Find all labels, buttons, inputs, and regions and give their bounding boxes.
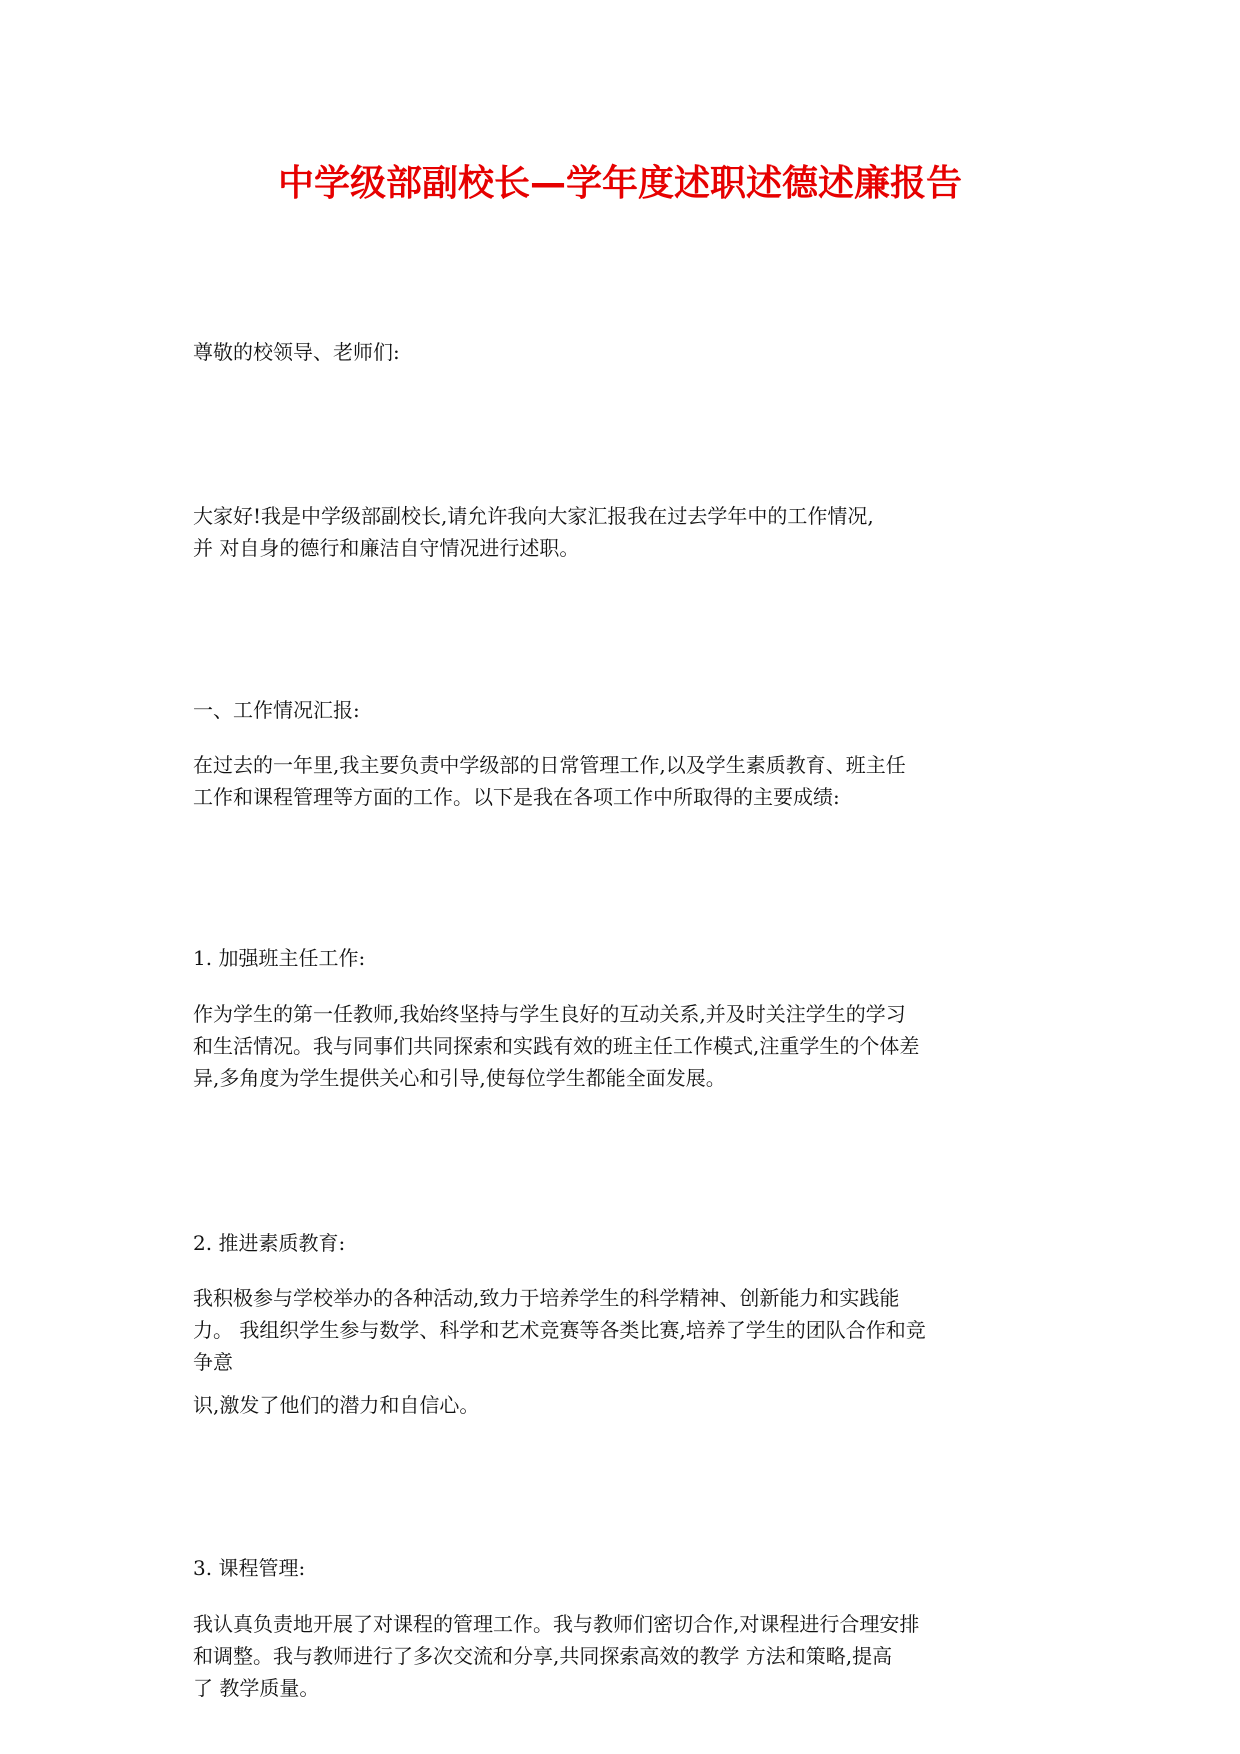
item-line: 异,多角度为学生提供关心和引导,使每位学生都能全面发展。	[193, 1066, 726, 1090]
item-line: 争意	[193, 1350, 233, 1374]
item-line: 力。 我组织学生参与数学、科学和艺术竞赛等各类比赛,培养了学生的团队合作和竞	[193, 1318, 926, 1342]
document-title: 中学级部副校长—学年度述职述德述廉报告	[277, 163, 962, 204]
item-paragraph	[193, 1608, 1063, 1704]
item-paragraph	[193, 1282, 1063, 1378]
item-line: 和生活情况。我与同事们共同探索和实践有效的班主任工作模式,注重学生的个体差	[193, 1034, 920, 1058]
salutation: 尊敬的校领导、老师们:	[193, 340, 400, 364]
section-line: 在过去的一年里,我主要负责中学级部的日常管理工作,以及学生素质教育、班主任	[193, 753, 906, 777]
item-paragraph-continued: 识,激发了他们的潜力和自信心。	[193, 1393, 480, 1417]
intro-line: 并 对自身的德行和廉洁自守情况进行述职。	[193, 536, 580, 560]
item-paragraph	[193, 998, 1063, 1094]
section-heading: 一、工作情况汇报:	[193, 698, 360, 722]
item-heading: 3. 课程管理:	[193, 1556, 306, 1580]
item-heading: 1. 加强班主任工作:	[193, 946, 366, 970]
item-line: 和调整。我与教师进行了多次交流和分享,共同探索高效的教学 方法和策略,提高	[193, 1644, 893, 1668]
intro-line: 大家好!我是中学级部副校长,请允许我向大家汇报我在过去学年中的工作情况,	[193, 504, 874, 528]
section-line: 工作和课程管理等方面的工作。以下是我在各项工作中所取得的主要成绩:	[193, 785, 840, 809]
intro-paragraph	[193, 500, 1063, 564]
item-heading: 2. 推进素质教育:	[193, 1231, 346, 1255]
item-line: 我认真负责地开展了对课程的管理工作。我与教师们密切合作,对课程进行合理安排	[193, 1612, 920, 1636]
section-paragraph	[193, 749, 1063, 813]
item-line: 了 教学质量。	[193, 1676, 320, 1700]
item-line: 我积极参与学校举办的各种活动,致力于培养学生的科学精神、创新能力和实践能	[193, 1286, 900, 1310]
item-line: 作为学生的第一任教师,我始终坚持与学生良好的互动关系,并及时关注学生的学习	[193, 1002, 906, 1026]
